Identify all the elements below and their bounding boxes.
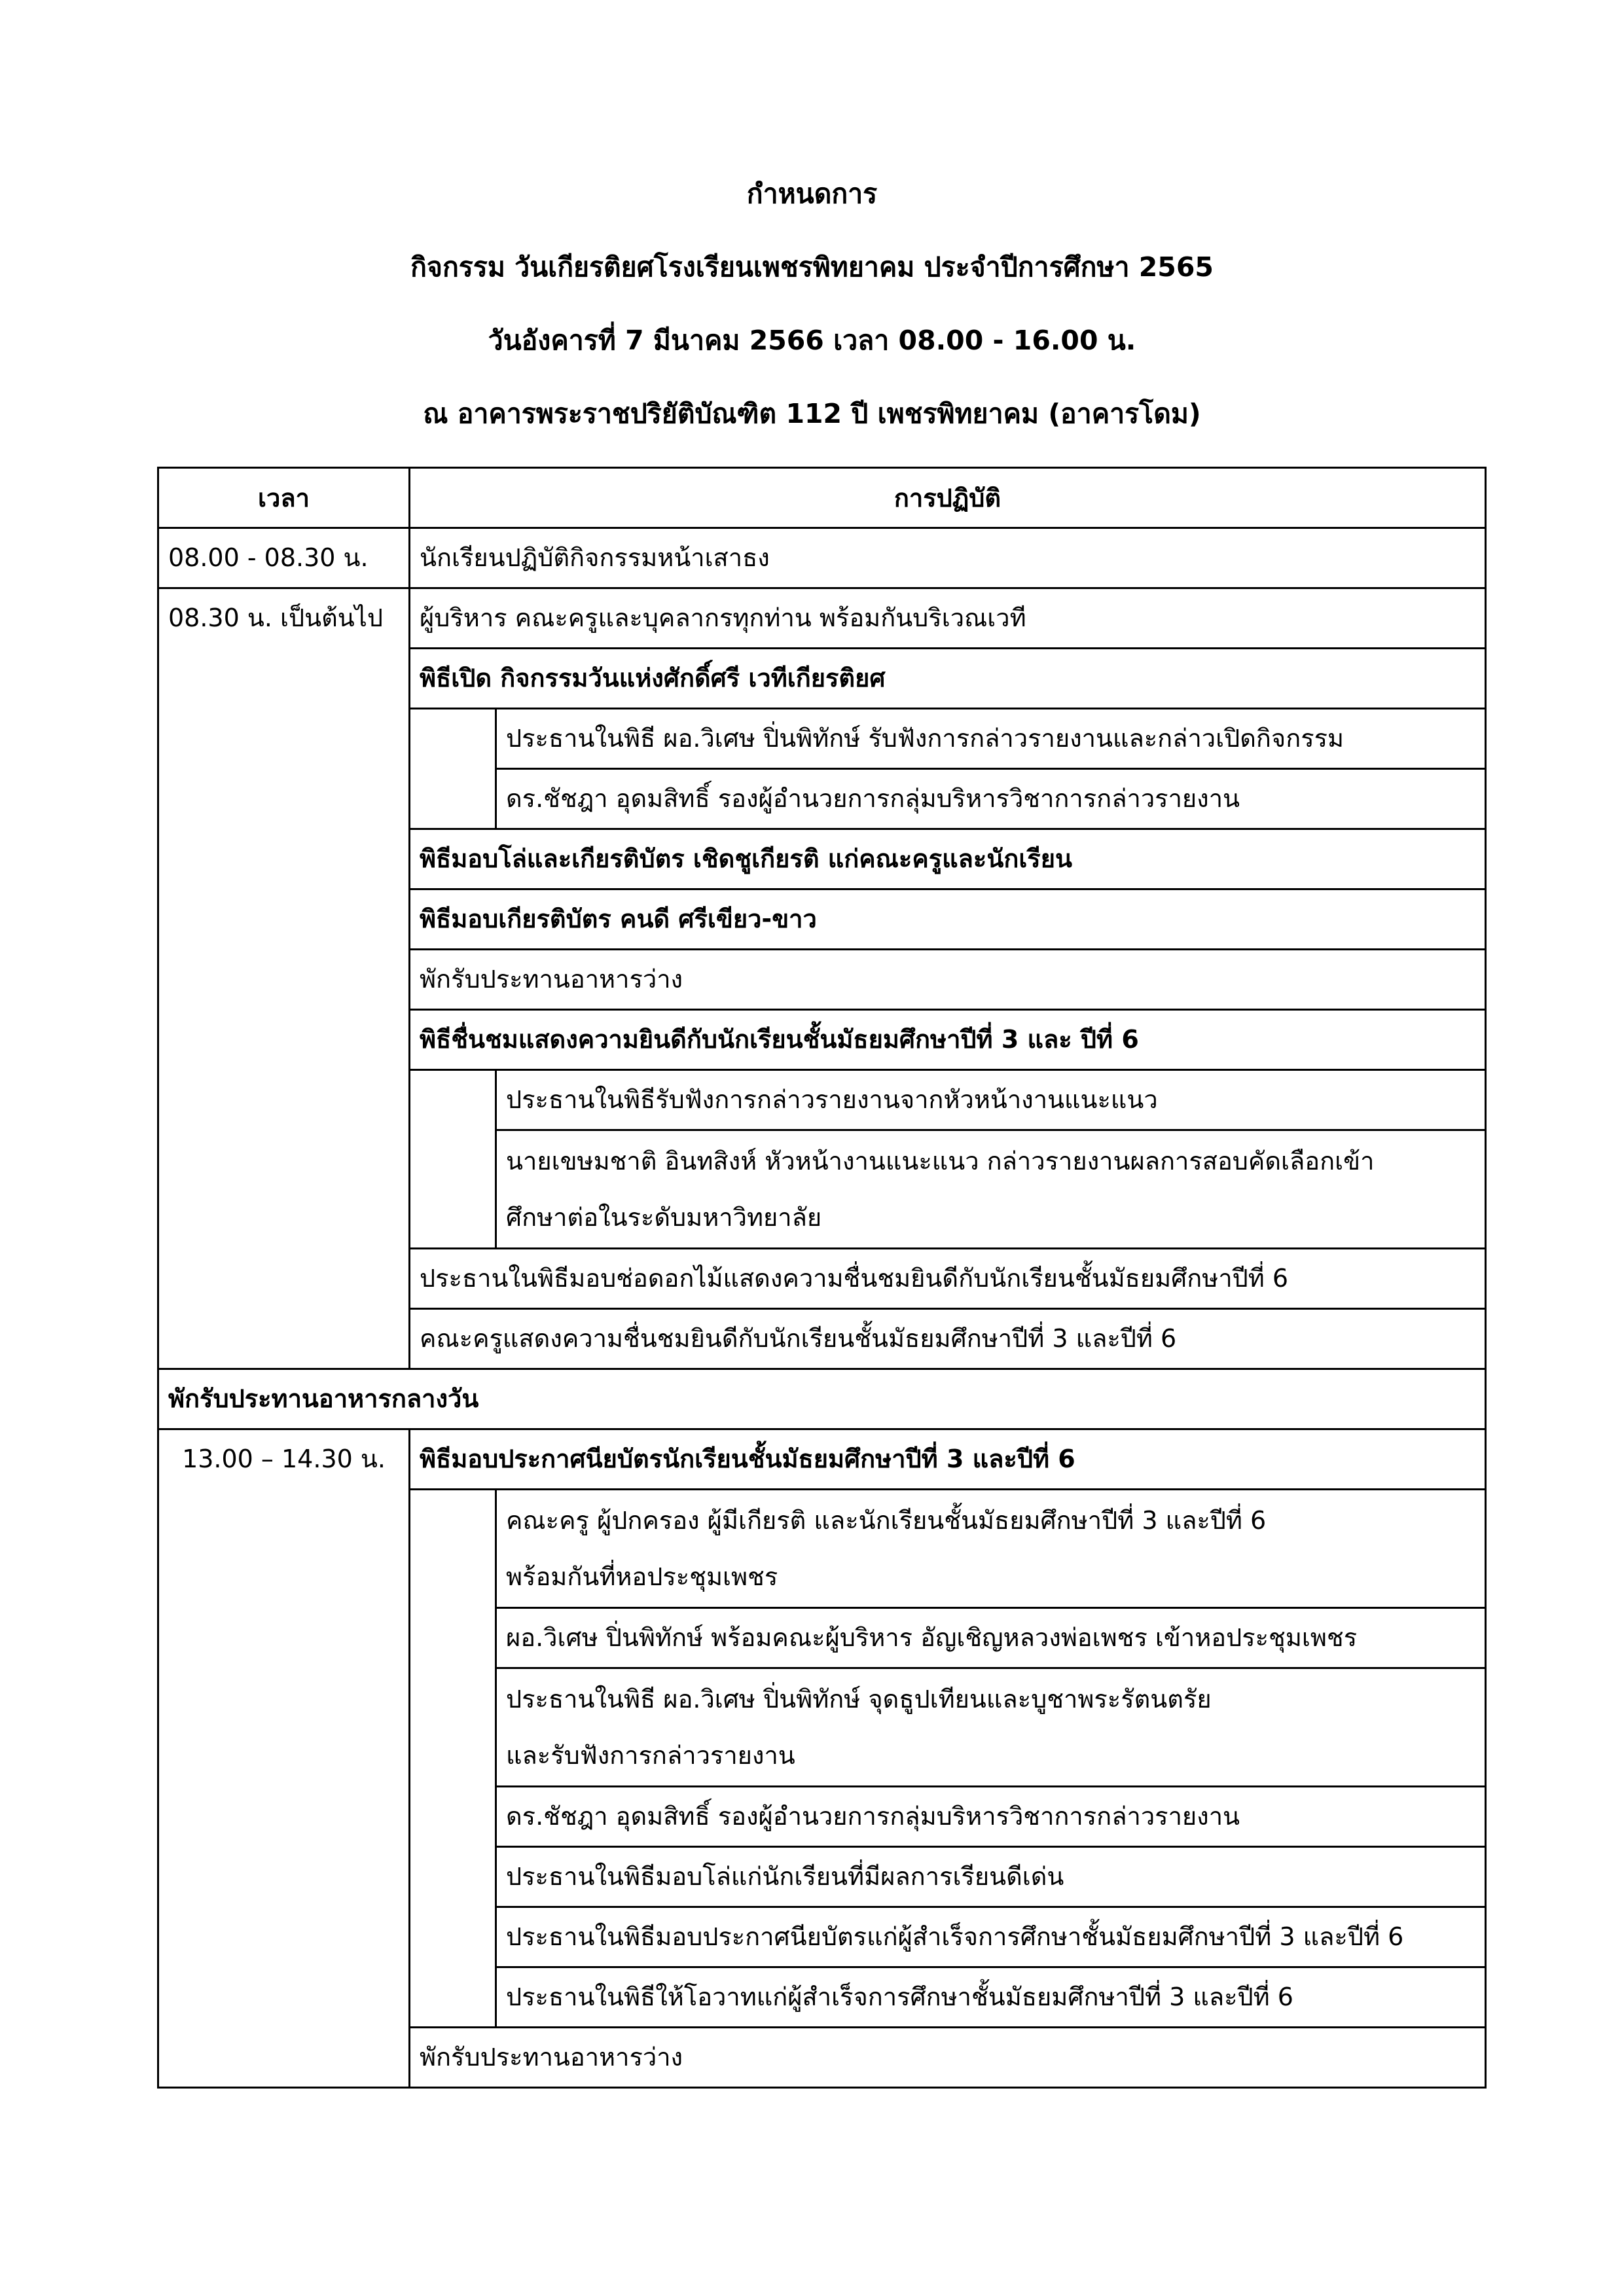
activity-cell: คณะครูแสดงความชื่นชมยินดีกับนักเรียนชั้นมัธยมศึกษาปีที่ 3 และปีที่ 6 bbox=[410, 1309, 1486, 1369]
activity-cell: พิธีเปิด กิจกรรมวันแห่งศักดิ์ศรี เวทีเกียรติยศ bbox=[410, 649, 1486, 709]
activity-cell: พักรับประทานอาหารว่าง bbox=[410, 2028, 1486, 2088]
event-date-time: วันอังคารที่ 7 มีนาคม 2566 เวลา 08.00 - 16.00 น. bbox=[488, 325, 1136, 356]
time-cell: 08.00 - 08.30 น. bbox=[158, 528, 410, 588]
document-title: กำหนดการ bbox=[746, 178, 878, 209]
line: ศึกษาต่อในระดับมหาวิทยาลัย bbox=[506, 1203, 822, 1232]
sub-activity-cell bbox=[496, 1130, 1486, 1249]
indent-cell bbox=[410, 709, 496, 829]
table-row bbox=[158, 528, 1486, 588]
sub-activity-cell: ประธานในพิธีรับฟังการกล่าวรายงานจากหัวหน้างานแนะแนว bbox=[496, 1070, 1486, 1130]
indent-cell bbox=[410, 1070, 496, 1249]
agenda-table bbox=[157, 467, 1487, 2089]
sub-activity-cell: ดร.ชัชฎา อุดมสิทธิ์ รองผู้อำนวยการกลุ่มบริหารวิชาการกล่าวรายงาน bbox=[496, 1787, 1486, 1847]
sub-activity-cell: ผอ.วิเศษ ปิ่นพิทักษ์ พร้อมคณะผู้บริหาร อัญเชิญหลวงพ่อเพชร เข้าหอประชุมเพชร bbox=[496, 1608, 1486, 1668]
activity-cell: พิธีมอบเกียรติบัตร คนดี ศรีเขียว-ขาว bbox=[410, 889, 1486, 950]
sub-activity-cell: ประธานในพิธีมอบประกาศนียบัตรแก่ผู้สำเร็จการศึกษาชั้นมัธยมศึกษาปีที่ 3 และปีที่ 6 bbox=[496, 1907, 1486, 1967]
sub-activity-cell bbox=[496, 1490, 1486, 1608]
sub-activity-cell: ประธานในพิธีมอบโล่แก่นักเรียนที่มีผลการเรียนดีเด่น bbox=[496, 1847, 1486, 1907]
sub-activity-cell: ดร.ชัชฎา อุดมสิทธิ์ รองผู้อำนวยการกลุ่มบริหารวิชาการกล่าวรายงาน bbox=[496, 769, 1486, 829]
activity-cell: ประธานในพิธีมอบช่อดอกไม้แสดงความชื่นชมยินดีกับนักเรียนชั้นมัธยมศึกษาปีที่ 6 bbox=[410, 1249, 1486, 1309]
sub-activity-cell bbox=[496, 1668, 1486, 1787]
event-venue: ณ อาคารพระราชปริยัติบัณฑิต 112 ปี เพชรพิทยาคม (อาคารโดม) bbox=[423, 398, 1201, 429]
sub-activity-cell: ประธานในพิธี ผอ.วิเศษ ปิ่นพิทักษ์ รับฟังการกล่าวรายงานและกล่าวเปิดกิจกรรม bbox=[496, 709, 1486, 769]
indent-cell bbox=[410, 1490, 496, 2028]
table-row bbox=[158, 1369, 1486, 1429]
event-name: กิจกรรม วันเกียรติยศโรงเรียนเพชรพิทยาคม ประจำปีการศึกษา 2565 bbox=[410, 251, 1214, 283]
table-header-row bbox=[158, 468, 1486, 528]
line: นายเขษมชาติ อินทสิงห์ หัวหน้างานแนะแนว กล่าวรายงานผลการสอบคัดเลือกเข้า bbox=[506, 1147, 1375, 1175]
line: ประธานในพิธี ผอ.วิเศษ ปิ่นพิทักษ์ จุดธูปเทียนและบูชาพระรัตนตรัย bbox=[506, 1685, 1212, 1713]
document-header bbox=[0, 157, 1624, 450]
activity-cell: พิธีชื่นชมแสดงความยินดีกับนักเรียนชั้นมัธยมศึกษาปีที่ 3 และ ปีที่ 6 bbox=[410, 1010, 1486, 1070]
table-row bbox=[158, 588, 1486, 649]
time-cell: 13.00 – 14.30 น. bbox=[158, 1429, 410, 2088]
table-row bbox=[158, 1429, 1486, 1490]
activity-cell: พิธีมอบประกาศนียบัตรนักเรียนชั้นมัธยมศึกษาปีที่ 3 และปีที่ 6 bbox=[410, 1429, 1486, 1490]
activity-cell: พิธีมอบโล่และเกียรติบัตร เชิดชูเกียรติ แก่คณะครูและนักเรียน bbox=[410, 829, 1486, 889]
activity-cell: ผู้บริหาร คณะครูและบุคลากรทุกท่าน พร้อมกันบริเวณเวที bbox=[410, 588, 1486, 649]
activity-cell: นักเรียนปฏิบัติกิจกรรมหน้าเสาธง bbox=[410, 528, 1486, 588]
line: คณะครู ผู้ปกครอง ผู้มีเกียรติ และนักเรียนชั้นมัธยมศึกษาปีที่ 3 และปีที่ 6 bbox=[506, 1506, 1267, 1535]
column-header-time: เวลา bbox=[158, 468, 410, 528]
line: พร้อมกันที่หอประชุมเพชร bbox=[506, 1562, 778, 1591]
column-header-activity: การปฏิบัติ bbox=[410, 468, 1486, 528]
lunch-break-cell: พักรับประทานอาหารกลางวัน bbox=[158, 1369, 1486, 1429]
line: และรับฟังการกล่าวรายงาน bbox=[506, 1741, 795, 1770]
activity-cell: พักรับประทานอาหารว่าง bbox=[410, 950, 1486, 1010]
time-cell: 08.30 น. เป็นต้นไป bbox=[158, 588, 410, 1369]
sub-activity-cell: ประธานในพิธีให้โอวาทแก่ผู้สำเร็จการศึกษาชั้นมัธยมศึกษาปีที่ 3 และปีที่ 6 bbox=[496, 1967, 1486, 2028]
